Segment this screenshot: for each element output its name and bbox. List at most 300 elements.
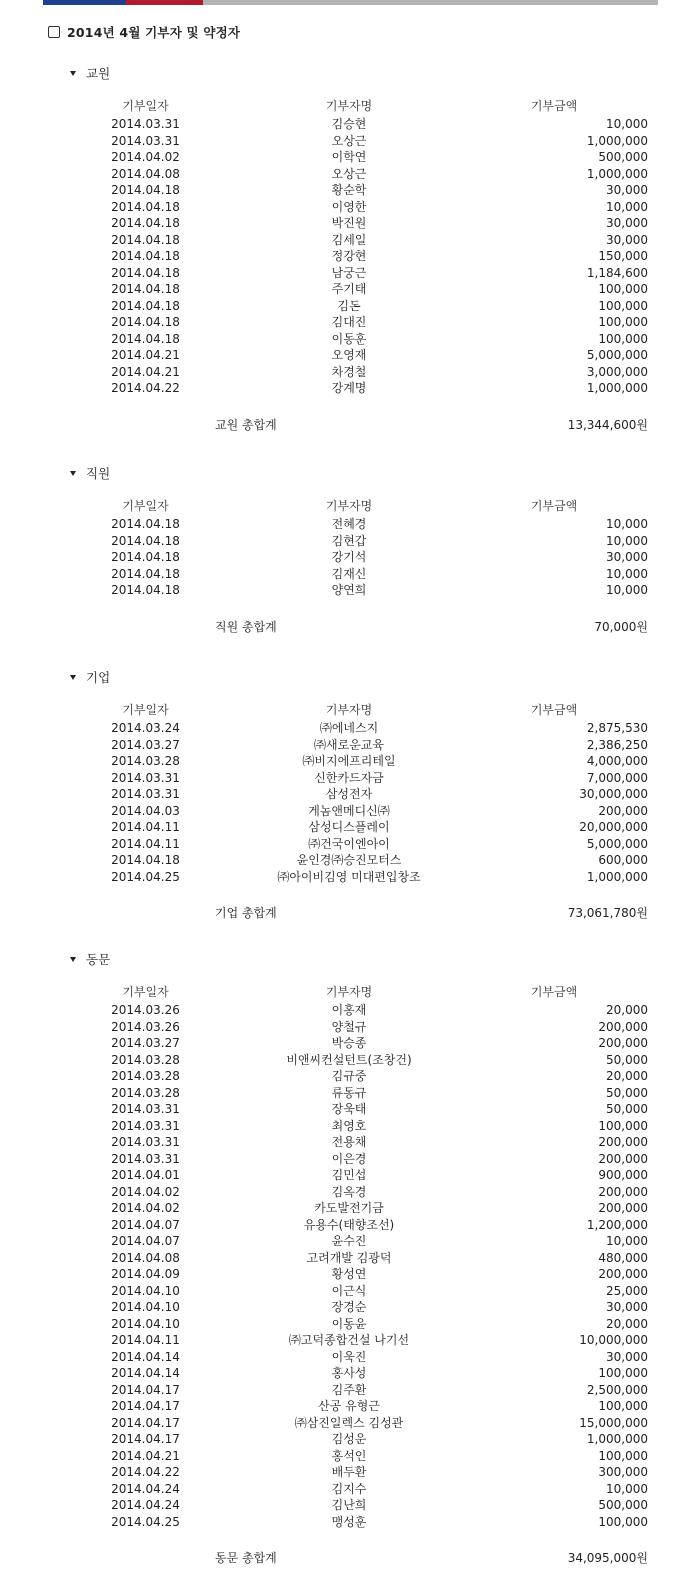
table-row bbox=[0, 215, 700, 232]
donor-name: 차경철 bbox=[331, 364, 367, 379]
donation-amount: 2,875,530 bbox=[586, 721, 648, 735]
section-title: 동문 bbox=[86, 952, 111, 967]
donor-name: 오상근 bbox=[331, 166, 367, 181]
donation-amount: 30,000,000 bbox=[579, 787, 648, 801]
donor-name: 김난희 bbox=[331, 1498, 367, 1512]
section-title: 교원 bbox=[86, 66, 111, 81]
donation-date: 2014.04.18 bbox=[111, 298, 180, 313]
total-label: 동문 총합계 bbox=[215, 1551, 277, 1565]
donor-name: 류동규 bbox=[331, 1085, 367, 1100]
donation-amount: 30,000 bbox=[606, 183, 648, 197]
page-title-text: 2014년 4월 기부자 및 약정자 bbox=[67, 25, 241, 40]
table-row bbox=[0, 533, 700, 550]
table-row bbox=[0, 380, 700, 397]
total-value: 34,095,000원 bbox=[567, 1551, 648, 1565]
donation-amount: 10,000 bbox=[606, 199, 648, 214]
total-label: 교원 총합계 bbox=[215, 417, 277, 432]
donation-amount: 30,000 bbox=[606, 232, 648, 247]
donation-date: 2014.04.18 bbox=[111, 199, 180, 214]
table-row bbox=[0, 133, 700, 150]
donation-date: 2014.04.18 bbox=[111, 566, 180, 581]
section-total bbox=[0, 905, 700, 921]
donation-amount: 30,000 bbox=[606, 216, 648, 230]
table-row bbox=[0, 1019, 700, 1036]
table-row bbox=[0, 347, 700, 364]
donation-date: 2014.04.21 bbox=[111, 364, 180, 379]
donor-name: 김지수 bbox=[331, 1481, 367, 1496]
donor-name: 김승현 bbox=[331, 117, 367, 131]
header-date: 기부일자 bbox=[122, 703, 169, 717]
total-value: 73,061,780원 bbox=[567, 906, 648, 920]
table-row bbox=[0, 199, 700, 216]
donation-date: 2014.03.28 bbox=[111, 1069, 180, 1083]
donation-amount: 30,000 bbox=[606, 1300, 648, 1314]
table-row bbox=[0, 1233, 700, 1250]
donation-date: 2014.04.18 bbox=[111, 331, 180, 346]
donation-date: 2014.04.01 bbox=[111, 1168, 180, 1182]
table-row bbox=[0, 803, 700, 820]
donation-date: 2014.03.31 bbox=[111, 117, 180, 131]
donor-name: 김성운 bbox=[331, 1432, 367, 1446]
table-row bbox=[0, 1382, 700, 1399]
section-heading bbox=[70, 952, 110, 968]
donation-date: 2014.03.24 bbox=[111, 721, 180, 735]
total-label: 직원 총합계 bbox=[215, 619, 277, 634]
donor-name: 장경순 bbox=[331, 1300, 367, 1314]
donation-date: 2014.03.31 bbox=[111, 1151, 180, 1166]
table-row bbox=[0, 566, 700, 583]
header-amount: 기부금액 bbox=[530, 703, 578, 717]
donor-name: ㈜건국이엔아이 bbox=[308, 836, 390, 851]
table-row bbox=[0, 836, 700, 853]
donation-amount: 10,000,000 bbox=[579, 1333, 648, 1347]
donation-amount: 50,000 bbox=[606, 1085, 648, 1100]
donation-date: 2014.04.09 bbox=[111, 1267, 180, 1281]
donor-name: 이동훈 bbox=[331, 331, 367, 346]
donor-name: 김현갑 bbox=[331, 533, 367, 548]
donation-date: 2014.03.31 bbox=[111, 1102, 180, 1116]
donor-name: 전용채 bbox=[331, 1135, 367, 1149]
donation-date: 2014.04.24 bbox=[111, 1481, 180, 1496]
donor-name: 이홍재 bbox=[331, 1003, 367, 1017]
donor-name: 홍사성 bbox=[331, 1366, 367, 1380]
donation-amount: 10,000 bbox=[606, 117, 648, 131]
donation-amount: 100,000 bbox=[598, 1448, 648, 1463]
donation-amount: 200,000 bbox=[598, 1267, 648, 1281]
donor-name: 이영한 bbox=[331, 199, 367, 214]
donation-date: 2014.04.18 bbox=[111, 517, 180, 531]
table-row bbox=[0, 1415, 700, 1432]
donation-amount: 4,000,000 bbox=[586, 754, 648, 768]
table-row bbox=[0, 265, 700, 282]
donation-date: 2014.04.08 bbox=[111, 1250, 180, 1265]
donation-amount: 100,000 bbox=[598, 1118, 648, 1133]
donation-amount: 1,000,000 bbox=[586, 381, 648, 395]
table-row bbox=[0, 1299, 700, 1316]
table-row bbox=[0, 1068, 700, 1085]
donor-name: 김주환 bbox=[331, 1382, 367, 1397]
donation-amount: 30,000 bbox=[606, 550, 648, 564]
header-date: 기부일자 bbox=[122, 499, 169, 513]
table-row bbox=[0, 1431, 700, 1448]
donor-name: 김민섭 bbox=[331, 1168, 367, 1182]
triangle-bullet-icon bbox=[70, 957, 76, 962]
table-header bbox=[0, 984, 700, 1001]
section-heading bbox=[70, 466, 110, 482]
donor-name: 이근식 bbox=[331, 1283, 367, 1298]
donation-amount: 200,000 bbox=[598, 1036, 648, 1050]
donation-date: 2014.04.07 bbox=[111, 1234, 180, 1248]
donation-date: 2014.04.18 bbox=[111, 249, 180, 263]
donor-name: 김대진 bbox=[331, 315, 367, 329]
donation-amount: 10,000 bbox=[606, 583, 648, 597]
donor-name: 삼성전자 bbox=[325, 787, 373, 801]
donor-name: 강계명 bbox=[331, 381, 367, 395]
donor-name: 이욱진 bbox=[331, 1349, 367, 1364]
donation-date: 2014.04.18 bbox=[111, 315, 180, 329]
section-total bbox=[0, 619, 700, 635]
table-row bbox=[0, 1464, 700, 1481]
donation-amount: 15,000,000 bbox=[579, 1415, 648, 1430]
donor-name: 김재신 bbox=[331, 566, 367, 581]
table-row bbox=[0, 770, 700, 787]
table-row bbox=[0, 1184, 700, 1201]
donor-name: 김규중 bbox=[331, 1069, 367, 1083]
donation-amount: 2,500,000 bbox=[586, 1382, 648, 1397]
donation-amount: 5,000,000 bbox=[586, 836, 648, 851]
donation-date: 2014.04.21 bbox=[111, 1448, 180, 1463]
donation-amount: 2,386,250 bbox=[586, 737, 648, 752]
donation-amount: 10,000 bbox=[606, 566, 648, 581]
donor-name: 배두환 bbox=[331, 1465, 367, 1479]
table-row bbox=[0, 516, 700, 533]
accent-blue-segment bbox=[43, 0, 126, 5]
table-row bbox=[0, 753, 700, 770]
donation-amount: 500,000 bbox=[598, 1498, 648, 1512]
donation-date: 2014.04.21 bbox=[111, 348, 180, 362]
donor-name: ㈜고덕종합건설 나기선 bbox=[288, 1333, 410, 1347]
donation-date: 2014.04.25 bbox=[111, 1514, 180, 1529]
donation-amount: 50,000 bbox=[606, 1102, 648, 1116]
donation-amount: 20,000 bbox=[606, 1003, 648, 1017]
donor-name: 김돈 bbox=[337, 298, 361, 313]
table-row bbox=[0, 1217, 700, 1234]
table-row bbox=[0, 1101, 700, 1118]
table-row bbox=[0, 1052, 700, 1069]
donation-amount: 20,000 bbox=[606, 1069, 648, 1083]
donation-date: 2014.04.02 bbox=[111, 1201, 180, 1215]
table-row bbox=[0, 1250, 700, 1267]
header-date: 기부일자 bbox=[122, 985, 169, 999]
donation-date: 2014.04.11 bbox=[111, 1333, 180, 1347]
table-header bbox=[0, 98, 700, 115]
donation-amount: 25,000 bbox=[606, 1283, 648, 1298]
donation-date: 2014.04.08 bbox=[111, 166, 180, 181]
donor-name: 고려개발 김광덕 bbox=[306, 1250, 392, 1265]
table-row bbox=[0, 852, 700, 869]
table-row bbox=[0, 786, 700, 803]
table-row bbox=[0, 1481, 700, 1498]
donation-date: 2014.03.26 bbox=[111, 1019, 180, 1034]
donation-amount: 1,000,000 bbox=[586, 869, 648, 884]
donor-name: 박승종 bbox=[331, 1036, 367, 1050]
donation-date: 2014.04.18 bbox=[111, 282, 180, 296]
donor-name: 오영재 bbox=[331, 348, 367, 362]
donor-name: 이학연 bbox=[331, 150, 367, 164]
header-name: 기부자명 bbox=[325, 985, 373, 999]
triangle-bullet-icon bbox=[70, 471, 76, 476]
table-row bbox=[0, 869, 700, 886]
donor-name: 맹성훈 bbox=[331, 1514, 367, 1529]
donation-date: 2014.04.02 bbox=[111, 1184, 180, 1199]
table-row bbox=[0, 1085, 700, 1102]
donor-name: 양철규 bbox=[331, 1019, 367, 1034]
donor-name: 김옥경 bbox=[331, 1184, 367, 1199]
donor-name: 정강현 bbox=[331, 249, 367, 263]
table-row bbox=[0, 331, 700, 348]
donation-date: 2014.04.17 bbox=[111, 1415, 180, 1430]
page-title bbox=[48, 24, 240, 42]
donation-amount: 30,000 bbox=[606, 1349, 648, 1364]
donor-name: 이동윤 bbox=[331, 1316, 367, 1331]
table-row bbox=[0, 1151, 700, 1168]
donation-amount: 10,000 bbox=[606, 1481, 648, 1496]
donation-amount: 7,000,000 bbox=[586, 770, 648, 785]
donation-date: 2014.04.18 bbox=[111, 853, 180, 867]
donation-amount: 5,000,000 bbox=[586, 348, 648, 362]
donor-name: 오상근 bbox=[331, 133, 367, 148]
accent-red-segment bbox=[126, 0, 203, 5]
donation-amount: 3,000,000 bbox=[586, 364, 648, 379]
donor-name: 산공 유형근 bbox=[318, 1399, 380, 1413]
donor-name: 주기태 bbox=[331, 282, 367, 296]
donation-date: 2014.03.27 bbox=[111, 737, 180, 752]
table-row bbox=[0, 248, 700, 265]
donation-amount: 200,000 bbox=[598, 1184, 648, 1199]
table-row bbox=[0, 549, 700, 566]
donation-date: 2014.04.24 bbox=[111, 1498, 180, 1512]
donation-date: 2014.03.31 bbox=[111, 1118, 180, 1133]
table-row bbox=[0, 1448, 700, 1465]
section-total bbox=[0, 1550, 700, 1566]
table-row bbox=[0, 1349, 700, 1366]
donation-amount: 100,000 bbox=[598, 282, 648, 296]
table-row bbox=[0, 364, 700, 381]
square-bullet-icon bbox=[48, 26, 60, 38]
donation-amount: 100,000 bbox=[598, 298, 648, 313]
donation-amount: 300,000 bbox=[598, 1465, 648, 1479]
donation-date: 2014.04.18 bbox=[111, 533, 180, 548]
donation-amount: 10,000 bbox=[606, 533, 648, 548]
table-row bbox=[0, 1283, 700, 1300]
table-row bbox=[0, 1497, 700, 1514]
donor-name: 최영호 bbox=[331, 1118, 367, 1133]
donation-date: 2014.04.11 bbox=[111, 836, 180, 851]
donor-name: 윤인경㈜승진모터스 bbox=[296, 853, 402, 867]
donation-date: 2014.03.31 bbox=[111, 133, 180, 148]
donor-name: 김세일 bbox=[331, 232, 367, 247]
donation-amount: 900,000 bbox=[598, 1168, 648, 1182]
donation-date: 2014.04.22 bbox=[111, 381, 180, 395]
donor-name: ㈜새로운교육 bbox=[314, 737, 384, 752]
table-row bbox=[0, 1398, 700, 1415]
total-value: 13,344,600원 bbox=[567, 417, 648, 432]
donation-amount: 1,000,000 bbox=[586, 133, 648, 148]
donation-date: 2014.04.17 bbox=[111, 1432, 180, 1446]
table-row bbox=[0, 1365, 700, 1382]
donor-name: 전혜경 bbox=[331, 517, 367, 531]
donation-amount: 100,000 bbox=[598, 315, 648, 329]
donation-date: 2014.04.10 bbox=[111, 1283, 180, 1298]
donation-date: 2014.04.18 bbox=[111, 183, 180, 197]
donation-date: 2014.04.07 bbox=[111, 1217, 180, 1232]
donation-amount: 100,000 bbox=[598, 1399, 648, 1413]
donation-amount: 20,000 bbox=[606, 1316, 648, 1331]
header-amount: 기부금액 bbox=[530, 99, 578, 113]
table-header bbox=[0, 702, 700, 719]
donation-amount: 1,000,000 bbox=[586, 166, 648, 181]
donation-date: 2014.04.18 bbox=[111, 265, 180, 280]
donor-name: 윤수진 bbox=[331, 1234, 367, 1248]
table-row bbox=[0, 149, 700, 166]
donation-date: 2014.04.14 bbox=[111, 1366, 180, 1380]
donation-date: 2014.04.11 bbox=[111, 820, 180, 834]
table-row bbox=[0, 314, 700, 331]
section-title: 기업 bbox=[86, 670, 111, 685]
donation-amount: 200,000 bbox=[598, 1019, 648, 1034]
accent-gray-segment bbox=[203, 0, 658, 5]
table-row bbox=[0, 737, 700, 754]
donor-name: 게놈앤메디신㈜ bbox=[308, 803, 390, 818]
donation-amount: 500,000 bbox=[598, 150, 648, 164]
donation-amount: 10,000 bbox=[606, 1234, 648, 1248]
triangle-bullet-icon bbox=[70, 675, 76, 680]
donor-name: 강기석 bbox=[331, 550, 367, 564]
header-date: 기부일자 bbox=[122, 99, 169, 113]
donation-amount: 100,000 bbox=[598, 1366, 648, 1380]
table-row bbox=[0, 298, 700, 315]
donor-name: 비앤씨컨설턴트(조창건) bbox=[286, 1052, 412, 1067]
donor-name: ㈜아이비김영 미대편입창조 bbox=[277, 869, 421, 884]
donor-name: 홍석인 bbox=[331, 1448, 367, 1463]
section-heading bbox=[70, 66, 110, 82]
donation-amount: 100,000 bbox=[598, 331, 648, 346]
donation-amount: 200,000 bbox=[598, 1135, 648, 1149]
donation-amount: 100,000 bbox=[598, 1514, 648, 1529]
donation-amount: 1,000,000 bbox=[586, 1432, 648, 1446]
donation-date: 2014.03.26 bbox=[111, 1003, 180, 1017]
donation-amount: 10,000 bbox=[606, 517, 648, 531]
donor-name: 황순학 bbox=[331, 183, 367, 197]
donor-name: 신한카드자금 bbox=[314, 770, 384, 785]
donation-date: 2014.03.28 bbox=[111, 1085, 180, 1100]
table-row bbox=[0, 1002, 700, 1019]
table-row bbox=[0, 1332, 700, 1349]
donation-date: 2014.04.14 bbox=[111, 1349, 180, 1364]
donation-date: 2014.04.03 bbox=[111, 803, 180, 818]
donor-name: ㈜에네스지 bbox=[319, 721, 379, 735]
donation-amount: 50,000 bbox=[606, 1052, 648, 1067]
donation-amount: 1,184,600 bbox=[586, 265, 648, 280]
section-heading bbox=[70, 670, 110, 686]
donation-amount: 1,200,000 bbox=[586, 1217, 648, 1232]
donor-name: 삼성디스플레이 bbox=[308, 820, 390, 834]
table-row bbox=[0, 1134, 700, 1151]
table-row bbox=[0, 720, 700, 737]
donation-date: 2014.04.02 bbox=[111, 150, 180, 164]
donation-amount: 200,000 bbox=[598, 1151, 648, 1166]
donor-name: 박진원 bbox=[331, 216, 367, 230]
header-name: 기부자명 bbox=[325, 499, 373, 513]
table-row bbox=[0, 1167, 700, 1184]
donation-date: 2014.04.10 bbox=[111, 1316, 180, 1331]
header-name: 기부자명 bbox=[325, 703, 373, 717]
table-row bbox=[0, 1035, 700, 1052]
donation-amount: 150,000 bbox=[598, 249, 648, 263]
donor-name: 장욱태 bbox=[331, 1102, 367, 1116]
donation-amount: 20,000,000 bbox=[579, 820, 648, 834]
donation-amount: 480,000 bbox=[598, 1250, 648, 1265]
donation-date: 2014.04.18 bbox=[111, 232, 180, 247]
header-amount: 기부금액 bbox=[530, 499, 578, 513]
total-label: 기업 총합계 bbox=[215, 906, 277, 920]
table-row bbox=[0, 232, 700, 249]
donation-amount: 600,000 bbox=[598, 853, 648, 867]
triangle-bullet-icon bbox=[70, 71, 76, 76]
donation-date: 2014.03.31 bbox=[111, 1135, 180, 1149]
donation-amount: 200,000 bbox=[598, 1201, 648, 1215]
top-accent-bar bbox=[43, 0, 658, 5]
donation-amount: 200,000 bbox=[598, 803, 648, 818]
donation-date: 2014.04.22 bbox=[111, 1465, 180, 1479]
donation-date: 2014.03.28 bbox=[111, 1052, 180, 1067]
table-row bbox=[0, 1200, 700, 1217]
table-row bbox=[0, 281, 700, 298]
header-name: 기부자명 bbox=[325, 99, 373, 113]
donation-date: 2014.04.17 bbox=[111, 1399, 180, 1413]
donation-date: 2014.04.18 bbox=[111, 550, 180, 564]
table-header bbox=[0, 498, 700, 515]
table-row bbox=[0, 116, 700, 133]
total-value: 70,000원 bbox=[594, 619, 648, 634]
donation-date: 2014.03.28 bbox=[111, 754, 180, 768]
donor-name: ㈜삼진일렉스 김성관 bbox=[294, 1415, 404, 1430]
donor-name: 황성연 bbox=[331, 1267, 367, 1281]
section-title: 직원 bbox=[86, 466, 111, 481]
donor-name: 이은경 bbox=[331, 1151, 367, 1166]
donation-date: 2014.04.10 bbox=[111, 1300, 180, 1314]
header-amount: 기부금액 bbox=[530, 985, 578, 999]
donation-date: 2014.03.31 bbox=[111, 787, 180, 801]
table-row bbox=[0, 1316, 700, 1333]
donation-date: 2014.04.18 bbox=[111, 216, 180, 230]
donation-date: 2014.04.17 bbox=[111, 1382, 180, 1397]
donation-date: 2014.04.18 bbox=[111, 583, 180, 597]
table-row bbox=[0, 582, 700, 599]
table-row bbox=[0, 1118, 700, 1135]
donor-name: 남궁근 bbox=[331, 265, 367, 280]
section-total bbox=[0, 417, 700, 433]
donor-name: 유용수(태향조선) bbox=[303, 1217, 395, 1232]
table-row bbox=[0, 166, 700, 183]
donor-name: ㈜비지에프리테일 bbox=[302, 754, 396, 768]
table-row bbox=[0, 182, 700, 199]
table-row bbox=[0, 1514, 700, 1531]
donor-name: 카도발전기금 bbox=[314, 1201, 384, 1215]
donation-date: 2014.04.25 bbox=[111, 869, 180, 884]
donation-date: 2014.03.31 bbox=[111, 770, 180, 785]
table-row bbox=[0, 819, 700, 836]
